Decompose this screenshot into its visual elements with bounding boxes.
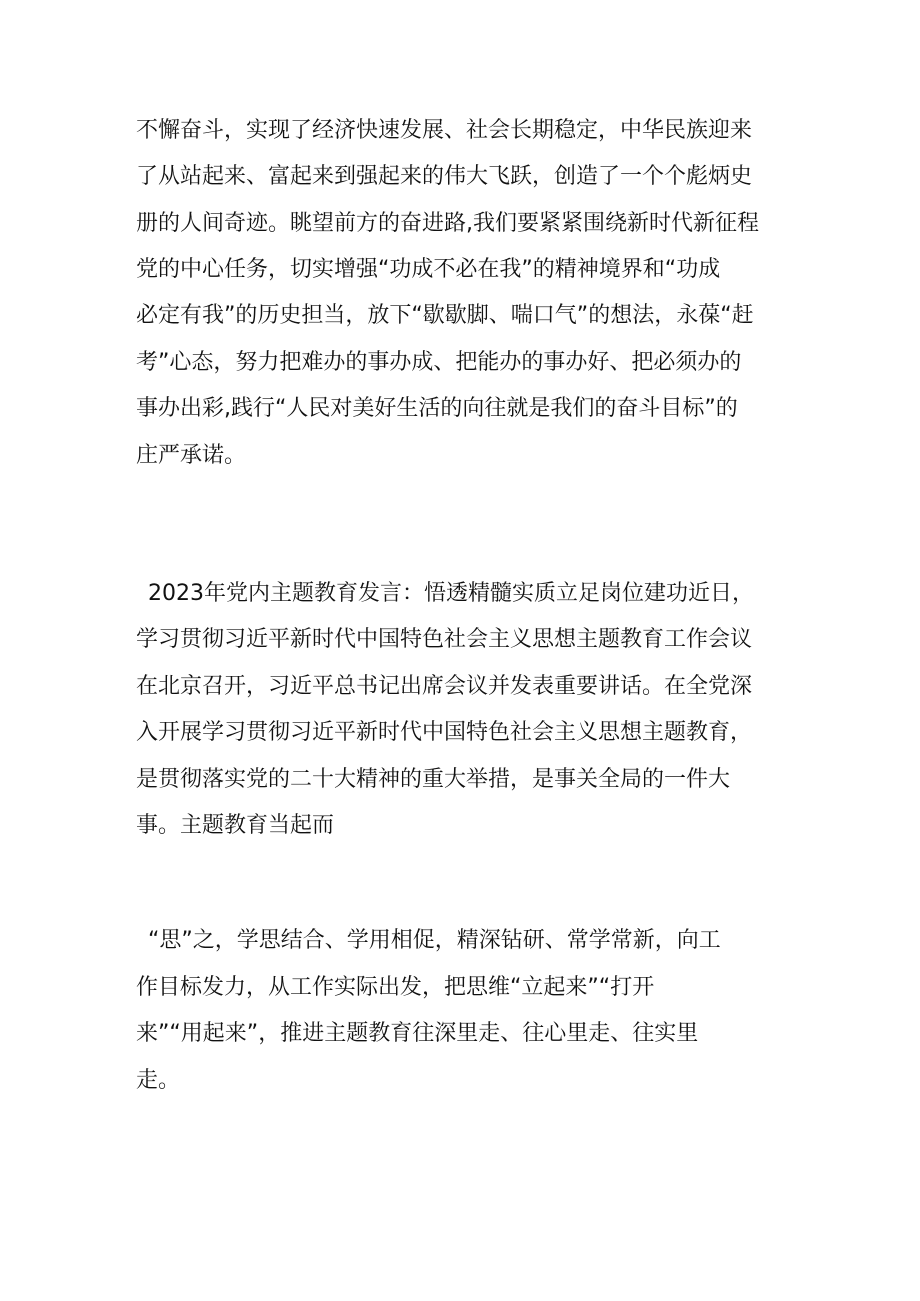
text-line: 走。	[136, 1068, 181, 1093]
text-line: 了从站起来、富起来到强起来的伟大飞跃，创造了一个个彪炳史	[136, 164, 753, 189]
text-line: 作目标发力，从工作实际出发，把思维“立起来”“打开	[136, 975, 655, 1000]
text-line: 考”心态，努力把难办的事办成、把能办的事办好、把必须办的	[136, 350, 742, 375]
text-line: 学习贯彻习近平新时代中国特色社会主义思想主题教育工作会议	[136, 627, 753, 652]
text-line: 在北京召开，习近平总书记出席会议并发表重要讲话。在全党深	[136, 674, 753, 699]
text-line: 册的人间奇迹。眺望前方的奋进路,我们要紧紧围绕新时代新征程	[136, 211, 759, 236]
text-line: “思”之，学思结合、学用相促，精深钻研、常学常新，向工	[148, 928, 721, 953]
text-line: 入开展学习贯彻习近平新时代中国特色社会主义思想主题教育，	[136, 720, 753, 745]
text-line: 2023年党内主题教育发言：悟透精髓实质立足岗位建功近日，	[148, 581, 754, 606]
text-line: 事。主题教育当起而	[136, 813, 335, 838]
text-line: 来”“用起来”，推进主题教育往深里走、往心里走、往实里	[136, 1021, 699, 1046]
text-line: 事办出彩,践行“人民对美好生活的向往就是我们的奋斗目标”的	[136, 396, 738, 421]
text-line: 党的中心任务，切实增强“功成不必在我”的精神境界和“功成	[136, 257, 721, 282]
text-line: 庄严承诺。	[136, 443, 247, 468]
text-line: 必定有我”的历史担当，放下“歇歇脚、喘口气”的想法，永葆“赶	[136, 303, 754, 328]
text-line: 是贯彻落实党的二十大精神的重大举措，是事关全局的一件大	[136, 767, 731, 792]
text-line: 不懈奋斗，实现了经济快速发展、社会长期稳定，中华民族迎来	[136, 118, 753, 143]
